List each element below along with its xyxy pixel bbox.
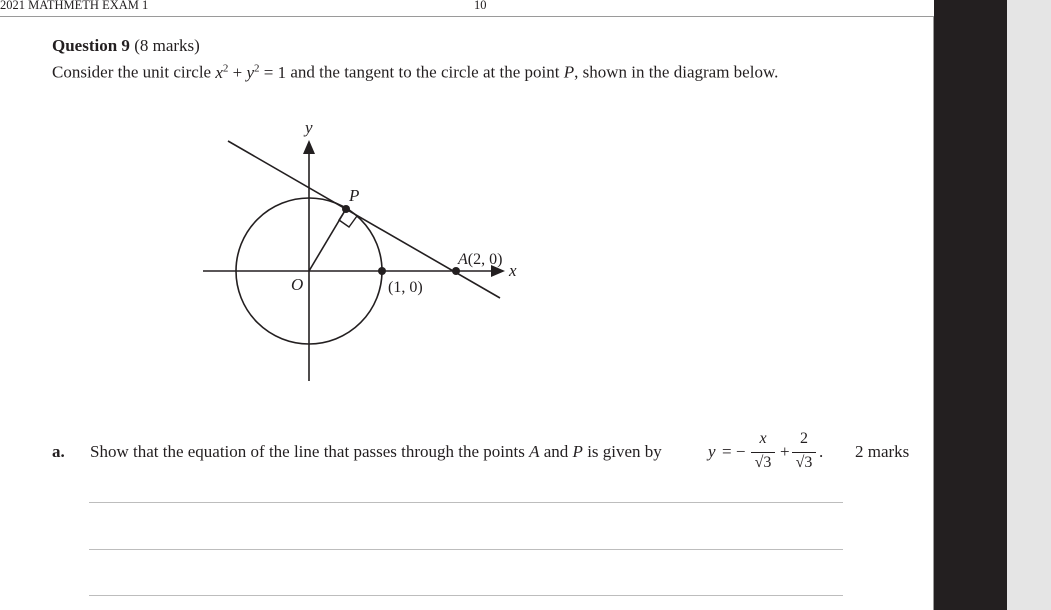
do-not-write-sidebar [905,0,1007,610]
point-a-coords: (2, 0) [467,251,503,268]
circle-equation: $x^2 + y^2 = 1$ [215,62,287,82]
unit-circle-tangent-diagram [195,112,535,392]
intro-text-start: Consider the unit circle [52,62,216,82]
part-a-point-a: A [529,442,540,461]
intro-point-p: P [563,62,575,82]
point-a-label: A(2, 0) [458,251,503,268]
answer-line-2[interactable] [89,549,843,550]
intro-text-tail: , shown in the diagram below. [574,62,779,82]
y-axis-label: y [305,118,313,137]
part-a-text-end: is given by [582,442,662,461]
point-a-dot [452,267,460,275]
frac2-bar [792,452,816,453]
y-axis-arrow [303,140,315,154]
answer-line-1[interactable] [89,502,843,503]
answer-line-3[interactable] [89,595,843,596]
part-a-text-start: Show that the equation of the line that passes through the points [90,442,530,461]
frac1-numerator: x [759,430,767,447]
eq-equals: = − [722,442,746,461]
question-title [52,36,200,56]
page-number: 10 [474,0,487,12]
part-a-point-p: P [572,442,583,461]
frac2-numerator: 2 [800,430,808,447]
eq-plus: + [780,442,790,461]
frac2-denominator: √3 [795,454,813,471]
page-header [0,0,934,17]
page-margin [1007,0,1051,610]
eq-period: . [819,442,824,461]
part-a-marks: 2 marks [855,442,910,461]
part-a-label: a. [52,442,65,461]
eq-y: y [708,442,716,461]
sidebar-text: E IN THIS AREA [905,211,933,520]
frac1-denominator: √3 [754,454,772,471]
part-a-text [90,442,662,462]
question-intro [52,62,778,83]
exam-title: 2021 MATHMETH EXAM 1 [0,0,149,12]
question-label: Question 9 [52,36,130,55]
intro-text-end: and the tangent to the circle at the point [286,62,564,82]
point-unit-label: (1, 0) [388,279,423,296]
tangent-line [228,141,503,298]
origin-label: O [291,275,304,294]
question-marks: (8 marks) [134,36,200,55]
frac1-bar [751,452,775,453]
x-axis-label: x [509,261,517,280]
point-p-label: P [349,186,360,205]
point-p-dot [342,205,350,213]
point-unit-dot [378,267,386,275]
part-a-text-and: and [539,442,573,461]
